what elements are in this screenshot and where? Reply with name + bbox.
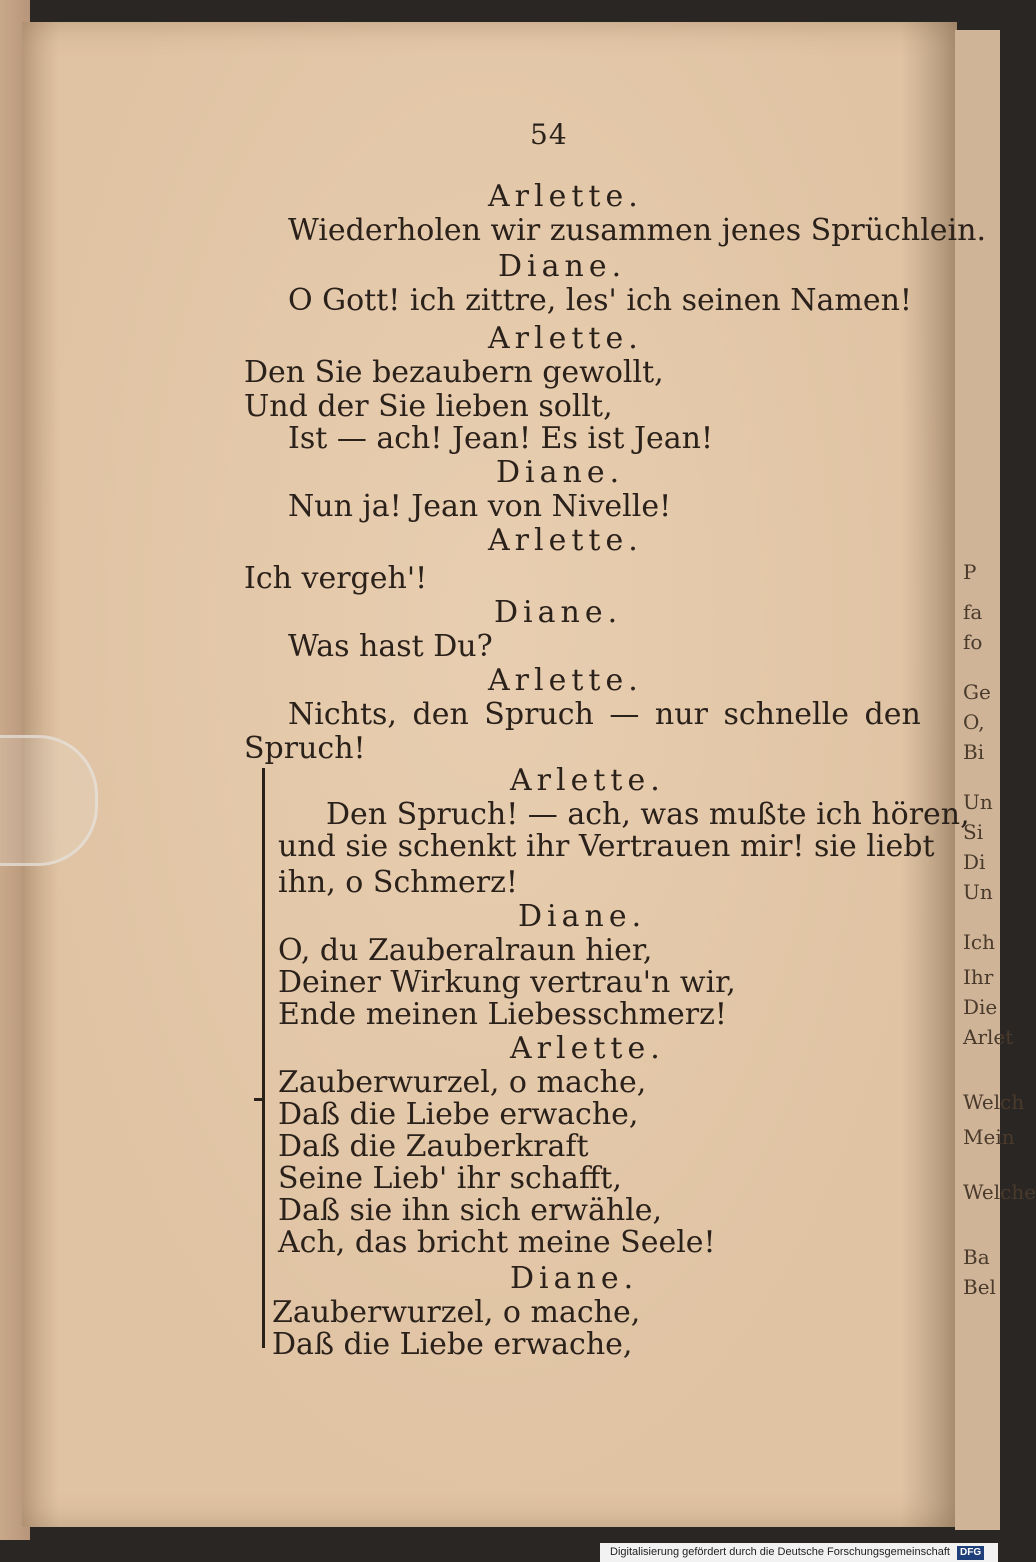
text-line: Seine Lieb' ihr schafft, [278, 1161, 622, 1196]
text-line: und sie schenkt ihr Vertrauen mir! sie liebt [278, 829, 935, 864]
speaker-label: Diane. [494, 595, 623, 630]
next-page-fragment: Welch [963, 1090, 1025, 1114]
digitization-credit [600, 1543, 998, 1562]
text-line: Zauberwurzel, o mache, [272, 1295, 641, 1330]
text-line: Wiederholen wir zusammen jenes Sprüchlein. [288, 213, 987, 248]
text-line: Daß die Liebe erwache, [278, 1097, 639, 1132]
dfg-logo: DFG [957, 1546, 984, 1560]
text-line: Deiner Wirkung vertrau'n wir, [278, 965, 736, 1000]
next-page-fragment: O, [963, 710, 985, 734]
next-page-fragment: Welche [963, 1180, 1036, 1204]
text-line: Daß die Liebe erwache, [272, 1327, 633, 1362]
text-line: Ende meinen Liebesschmerz! [278, 997, 727, 1032]
next-page-fragment: Ich [963, 930, 995, 954]
text-line: Spruch! [244, 731, 366, 766]
next-page-fragment: Ihr [963, 965, 994, 989]
next-page-fragment: Un [963, 880, 993, 904]
text-line: O, du Zauberalraun hier, [278, 933, 653, 968]
text-line: Ist — ach! Jean! Es ist Jean! [288, 421, 714, 456]
text-line: Nichts, den Spruch — nur schnelle den [288, 697, 921, 732]
speaker-label: Diane. [518, 899, 647, 934]
brace-point [254, 1098, 264, 1101]
speaker-label: Diane. [498, 249, 627, 284]
speaker-label: Diane. [496, 455, 625, 490]
speaker-label: Diane. [510, 1261, 639, 1296]
next-page-fragment: Di [963, 850, 986, 874]
next-page-fragment: Si [963, 820, 984, 844]
next-page-fragment: fo [963, 630, 983, 654]
text-line: O Gott! ich zittre, les' ich seinen Namen! [288, 283, 912, 318]
next-page-fragment: Ge [963, 680, 991, 704]
credit-text: Digitalisierung gefördert durch die Deutsche Forschungsgemeinschaft [610, 1546, 950, 1558]
speaker-label: Arlette. [488, 523, 643, 558]
brace-bracket [262, 768, 265, 1348]
text-line: Daß die Zauberkraft [278, 1129, 589, 1164]
text-line: Den Spruch! — ach, was mußte ich hören, [326, 797, 970, 832]
text-line: Nun ja! Jean von Nivelle! [288, 489, 672, 524]
next-page-fragment: Mein [963, 1125, 1015, 1149]
speaker-label: Arlette. [510, 763, 665, 798]
next-page-fragment: Arlet [963, 1025, 1014, 1049]
speaker-label: Arlette. [488, 663, 643, 698]
next-page-fragment: P [963, 560, 977, 584]
next-page-fragment: Die [963, 995, 998, 1019]
speaker-label: Arlette. [510, 1031, 665, 1066]
next-page-fragment: fa [963, 600, 983, 624]
next-page-fragment: Un [963, 790, 993, 814]
text-line: Den Sie bezaubern gewollt, [244, 355, 664, 390]
next-page-fragment: Bi [963, 740, 985, 764]
text-line: Daß sie ihn sich erwähle, [278, 1193, 663, 1228]
page-number: 54 [530, 118, 568, 151]
speaker-label: Arlette. [488, 321, 643, 356]
speaker-label: Arlette. [488, 179, 643, 214]
next-page-fragment: Bel [963, 1275, 996, 1299]
text-line: Ich vergeh'! [244, 561, 428, 596]
next-page-fragment: Ba [963, 1245, 990, 1269]
next-page-edge [955, 30, 1036, 1530]
text-line: Was hast Du? [288, 629, 493, 664]
text-line: Ach, das bricht meine Seele! [278, 1225, 716, 1260]
text-line: Und der Sie lieben sollt, [244, 389, 613, 424]
text-line: ihn, o Schmerz! [278, 865, 518, 900]
text-line: Zauberwurzel, o mache, [278, 1065, 647, 1100]
